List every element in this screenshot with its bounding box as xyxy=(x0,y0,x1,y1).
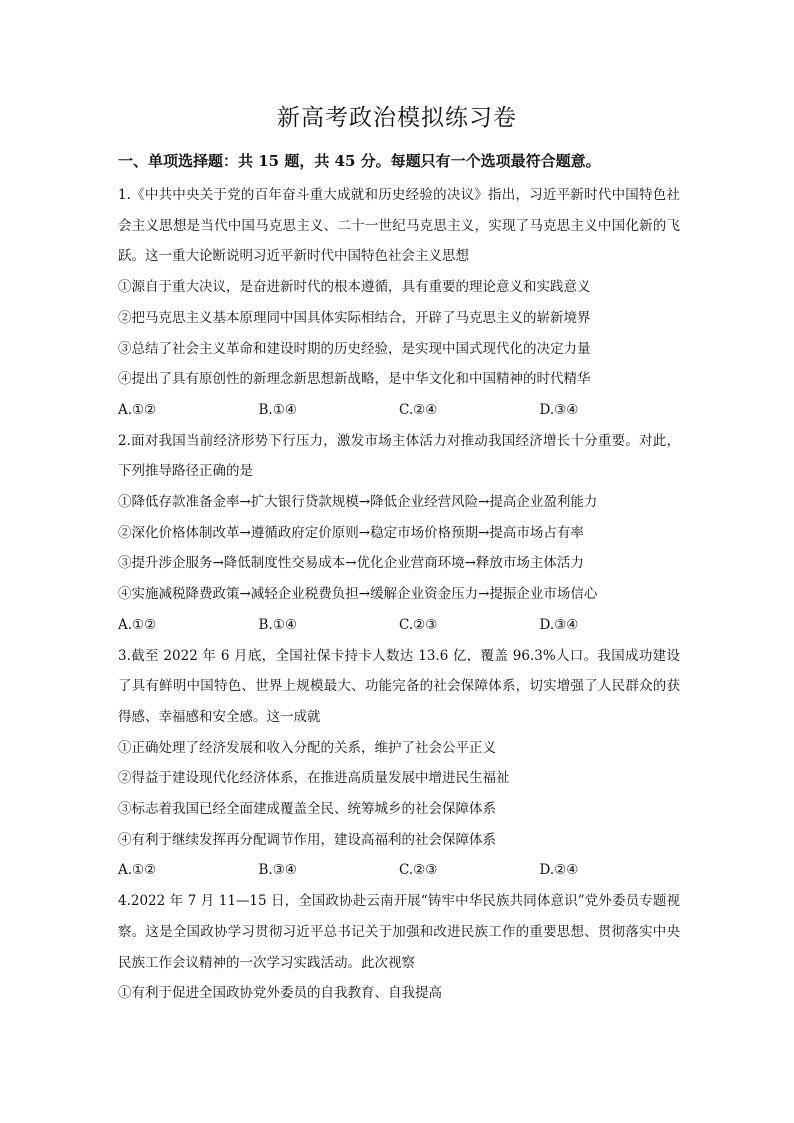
choice-c: C.②④ xyxy=(399,401,438,418)
question-1 xyxy=(118,180,680,426)
choice-d: D.③④ xyxy=(539,616,579,633)
section-heading: 一、单项选择题：共 15 题，共 45 分。每题只有一个选项最符合题意。 xyxy=(118,152,601,170)
question-option: ①有利于促进全国政协党外委员的自我教育、自我提高 xyxy=(118,985,442,1002)
question-stem: 3.截至 2022 年 6 月底，全国社保卡持卡人数达 13.6 亿，覆盖 96.3%人口。我国成功建设了具有鲜明中国特色、世界上规模最大、功能完备的社会保障体系，切实增强了人民群众的获得感、幸福感和安全感。这一成就 xyxy=(118,647,680,725)
choice-a: A.①② xyxy=(118,401,157,418)
document-title: 新高考政治模拟练习卷 xyxy=(277,105,517,131)
question-stem: 1.《中共中央关于党的百年奋斗重大成就和历史经验的决议》指出，习近平新时代中国特色社会主义思想是当代中国马克思主义、二十一世纪马克思主义，实现了马克思主义中国化新的飞跃。这一重大论断说明习近平新时代中国特色社会主义思想 xyxy=(118,187,680,265)
choice-d: D.③④ xyxy=(539,401,579,418)
question-3 xyxy=(118,641,680,887)
question-option: ④提出了具有原创性的新理念新思想新战略，是中华文化和中国精神的时代精华 xyxy=(118,371,591,388)
answer-choices xyxy=(118,610,680,641)
choice-c: C.②③ xyxy=(399,862,438,879)
question-option: ③总结了社会主义革命和建设时期的历史经验，是实现中国式现代化的决定力量 xyxy=(118,340,591,357)
question-4 xyxy=(118,886,680,1009)
choice-a: A.①② xyxy=(118,862,157,879)
answer-choices xyxy=(118,395,680,426)
question-option: ④有利于继续发挥再分配调节作用，建设高福利的社会保障体系 xyxy=(118,831,496,848)
question-2 xyxy=(118,426,680,641)
question-option: ①正确处理了经济发展和收入分配的关系，维护了社会公平正义 xyxy=(118,739,496,756)
choice-d: D.②④ xyxy=(539,862,579,879)
choice-c: C.②③ xyxy=(399,616,438,633)
question-option: ④实施减税降费政策→减轻企业税费负担→缓解企业资金压力→提振企业市场信心 xyxy=(118,586,598,603)
question-list xyxy=(118,180,680,1009)
question-stem: 2.面对我国当前经济形势下行压力，激发市场主体活力对推动我国经济增长十分重要。对此，下列推导路径正确的是 xyxy=(118,432,680,480)
question-option: ③标志着我国已经全面建成覆盖全民、统筹城乡的社会保障体系 xyxy=(118,801,496,818)
choice-b: B.③④ xyxy=(258,862,297,879)
question-option: ②深化价格体制改革→遵循政府定价原则→稳定市场价格预期→提高市场占有率 xyxy=(118,524,584,541)
question-option: ②得益于建设现代化经济体系，在推进高质量发展中增进民生福祉 xyxy=(118,770,510,787)
answer-choices xyxy=(118,855,680,886)
question-option: ③提升涉企服务→降低制度性交易成本→优化企业营商环境→释放市场主体活力 xyxy=(118,555,584,572)
question-option: ②把马克思主义基本原理同中国具体实际相结合，开辟了马克思主义的崭新境界 xyxy=(118,309,591,326)
choice-b: B.①④ xyxy=(258,616,297,633)
choice-b: B.①④ xyxy=(258,401,297,418)
question-stem: 4.2022 年 7 月 11—15 日，全国政协赴云南开展“铸牢中华民族共同体意识”党外委员专题视察。这是全国政协学习贯彻习近平总书记关于加强和改进民族工作的重要思想、贯彻落实中央民族工作会议精神的一次学习实践活动。此次视察 xyxy=(118,893,680,971)
choice-a: A.①② xyxy=(118,616,157,633)
question-option: ①降低存款准备金率→扩大银行贷款规模→降低企业经营风险→提高企业盈利能力 xyxy=(118,494,598,511)
question-option: ①源自于重大决议，是奋进新时代的根本遵循，具有重要的理论意义和实践意义 xyxy=(118,279,591,296)
